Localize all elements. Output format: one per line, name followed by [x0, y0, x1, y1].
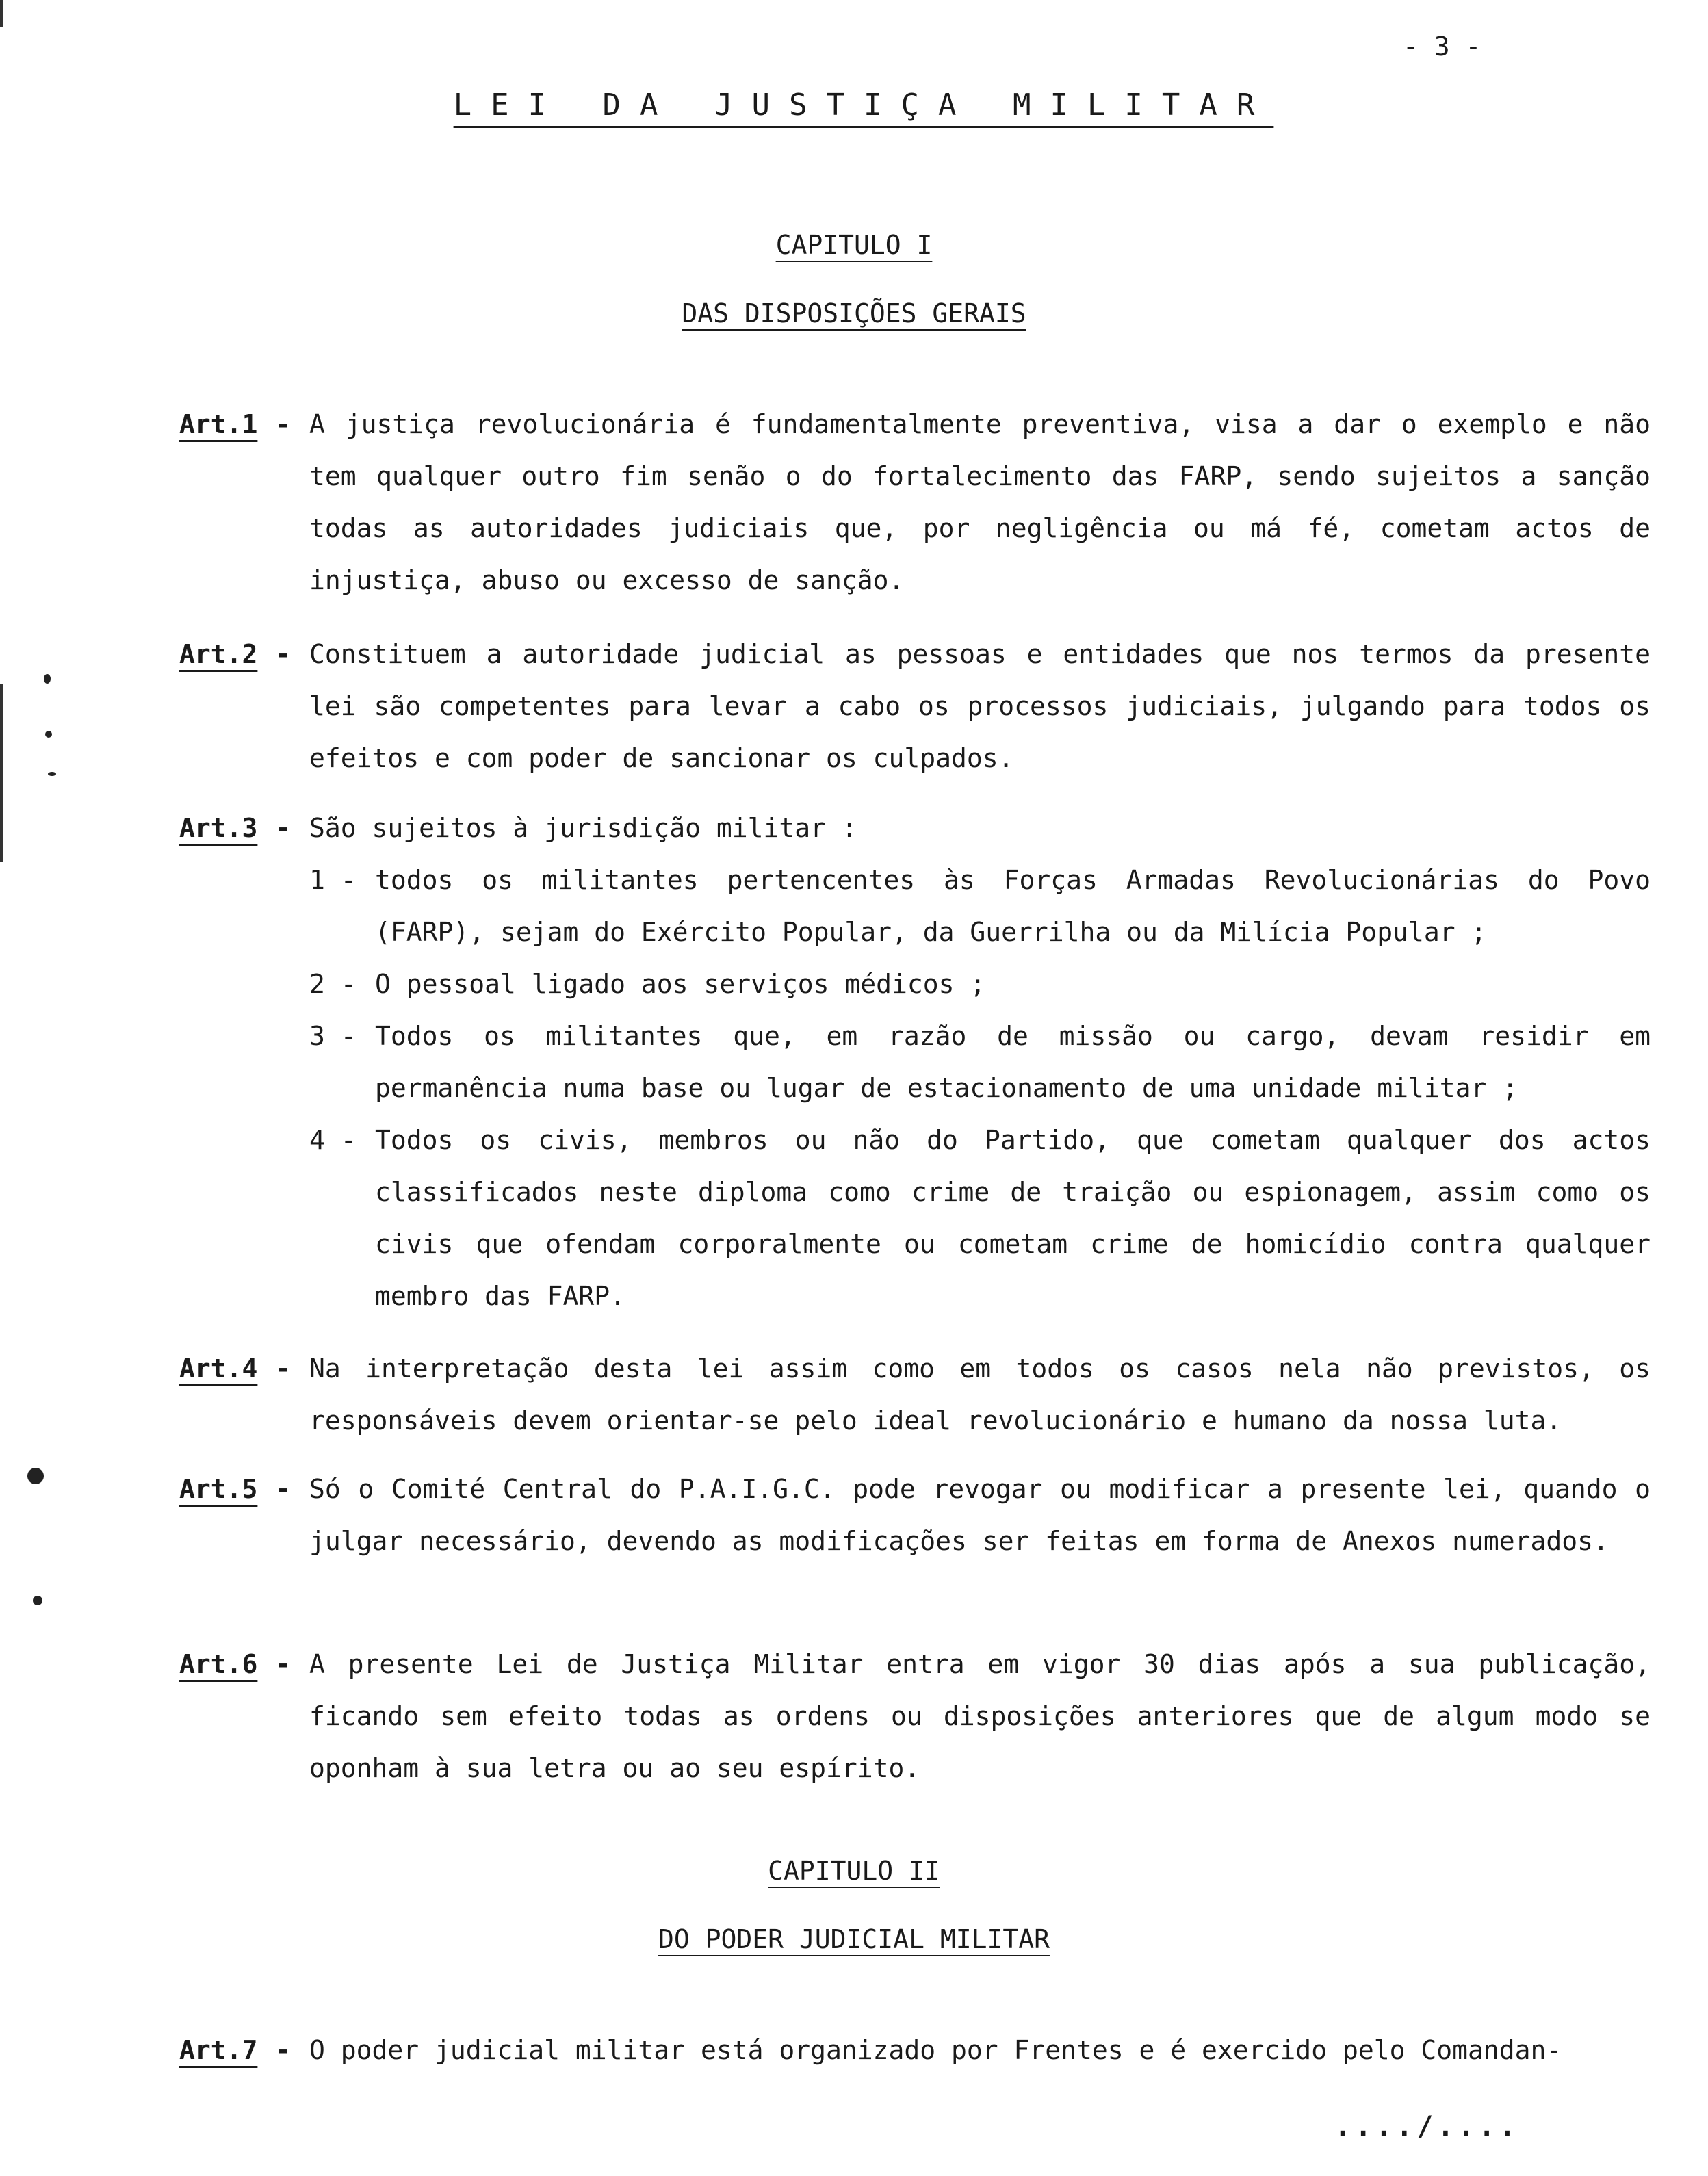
chapter-1-heading: CAPITULO I	[775, 230, 933, 260]
list-item-number: 1 -	[309, 865, 357, 895]
article-text: Na interpretação desta lei assim como em todos os casos nela não previstos, os responsáveis devem orientar-se pelo ideal revolucionário e humano da nossa luta.	[309, 1353, 1651, 1436]
page-number: - 3 -	[1403, 31, 1481, 62]
article-text: Constituem a autoridade judicial as pessoas e entidades que nos termos da presente lei são competentes para levar a cabo os processos judiciais, julgando para todos os efeitos e com poder de sancionar os culpados.	[309, 639, 1651, 773]
continuation-mark: ..../....	[1334, 2111, 1520, 2142]
article-label: Art.6	[179, 1649, 258, 1679]
list-item	[309, 1114, 1651, 1322]
chapter-2-subtitle: DO PODER JUDICIAL MILITAR	[658, 1924, 1050, 1954]
article-label: Art.1	[179, 409, 258, 439]
article-text: A presente Lei de Justiça Militar entra em vigor 30 dias após a sua publicação, ficando sem efeito todas as ordens ou disposições anteriores que de algum modo se oponham à sua letra ou ao seu espírito.	[309, 1649, 1651, 1783]
list-item	[309, 958, 1651, 1010]
scan-edge-line	[0, 0, 3, 27]
list-item-text: Todos os militantes que, em razão de missão ou cargo, devam residir em permanência numa base ou lugar de estacionamento de uma unidade militar ;	[375, 1021, 1651, 1103]
chapter-1-subtitle: DAS DISPOSIÇÕES GERAIS	[682, 298, 1026, 328]
article-text: O poder judicial militar está organizado por Frentes e é exercido pelo Comandan-	[309, 2035, 1562, 2065]
list-item-text: Todos os civis, membros ou não do Partido, que cometam qualquer dos actos classificados neste diploma como crime de traição ou espionagem, assim como os civis que ofendam corporalmente ou cometam crime de homicídio contra qualquer membro das FARP.	[375, 1125, 1651, 1311]
article-5	[179, 1463, 1651, 1567]
list-item-number: 2 -	[309, 969, 357, 999]
scan-speck	[48, 772, 56, 776]
article-label: Art.7	[179, 2035, 258, 2065]
article-label: Art.3	[179, 813, 258, 843]
document-title	[0, 88, 1708, 122]
list-item-number: 4 -	[309, 1125, 357, 1155]
chapter-2-heading: CAPITULO II	[768, 1856, 940, 1886]
article-2	[179, 628, 1651, 784]
list-item	[309, 854, 1651, 958]
article-dash: -	[275, 409, 291, 439]
article-text: São sujeitos à jurisdição militar :	[309, 813, 857, 843]
article-3	[179, 802, 1651, 1322]
article-6	[179, 1638, 1651, 1794]
article-dash: -	[275, 1353, 291, 1384]
article-4	[179, 1343, 1651, 1447]
article-dash: -	[275, 639, 291, 669]
list-item-text: O pessoal ligado aos serviços médicos ;	[375, 969, 986, 999]
article-dash: -	[275, 1474, 291, 1504]
article-text: A justiça revolucionária é fundamentalmente preventiva, visa a dar o exemplo e não tem qualquer outro fim senão o do fortalecimento das FARP, sendo sujeitos a sanção todas as autoridades judiciais que, por negligência ou má fé, cometam actos de injustiça, abuso ou excesso de sanção.	[309, 409, 1651, 595]
punch-hole-mark	[27, 1468, 44, 1484]
article-label: Art.5	[179, 1474, 258, 1504]
punch-hole-mark	[33, 1596, 42, 1605]
list-item	[309, 1010, 1651, 1114]
article-dash: -	[275, 2035, 291, 2065]
list-item-text: todos os militantes pertencentes às Forças Armadas Revolucionárias do Povo (FARP), sejam do Exército Popular, da Guerrilha ou da Milícia Popular ;	[375, 865, 1651, 947]
scan-speck	[45, 731, 52, 738]
article-text: Só o Comité Central do P.A.I.G.C. pode revogar ou modificar a presente lei, quando o julgar necessário, devendo as modificações ser feitas em forma de Anexos numerados.	[309, 1474, 1651, 1556]
list-item-number: 3 -	[309, 1021, 357, 1051]
article-dash: -	[275, 813, 291, 843]
document-title-text: LEI DA JUSTIÇA MILITAR	[453, 88, 1274, 122]
article-1	[179, 398, 1651, 606]
scan-edge-line	[0, 684, 3, 862]
scan-speck	[44, 674, 51, 684]
article-dash: -	[275, 1649, 291, 1679]
article-label: Art.4	[179, 1353, 258, 1384]
article-7	[179, 2024, 1651, 2076]
article-label: Art.2	[179, 639, 258, 669]
